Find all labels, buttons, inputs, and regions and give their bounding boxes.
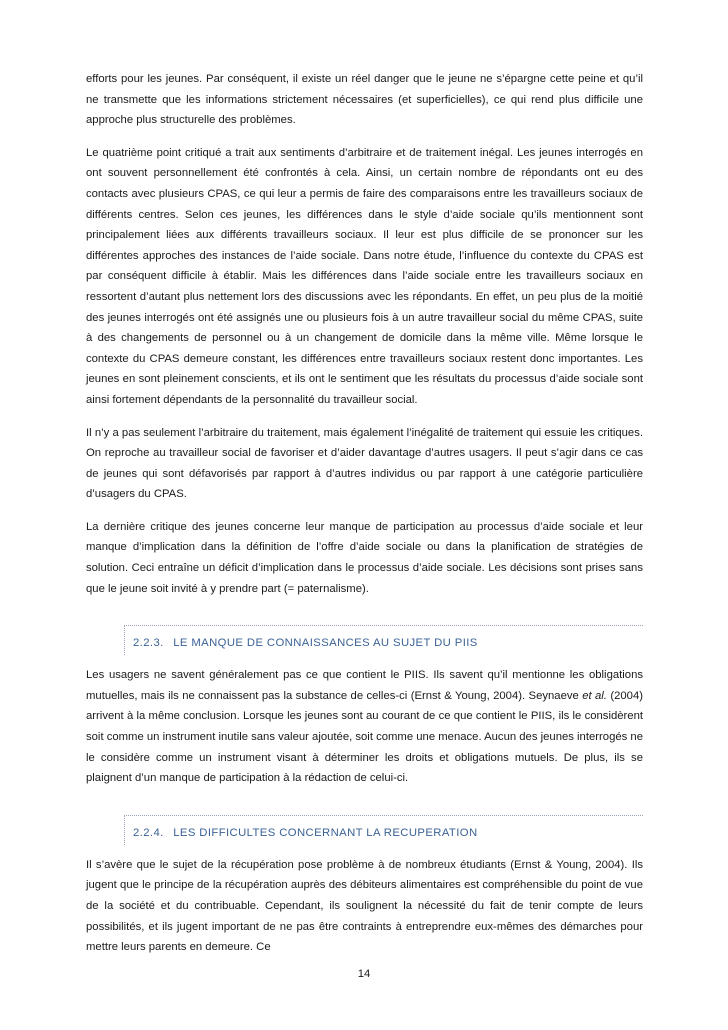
- section-title: LES DIFFICULTES CONCERNANT LA RECUPERATION: [173, 826, 478, 839]
- section-number: 2.2.3.: [133, 637, 164, 650]
- section-heading-224: [124, 815, 643, 845]
- paragraph: efforts pour les jeunes. Par conséquent, il existe un réel danger que le jeune ne s’épargne cette peine et qu’il ne transmette que les informations strictement nécessaires (et superficielles), ce qui rend plus difficile une approche plus structurelle des problèmes.: [86, 73, 643, 127]
- paragraph: Il s’avère que le sujet de la récupération pose problème à de nombreux étudiants (Ernst & Young, 2004). Ils jugent que le principe de la récupération auprès des débiteurs alimentaires est compréhensible du point de vue de la société et du contribuable. Cependant, ils soulignent la nécessité du fait de tenir compte de leurs possibilités, et ils jugent important de ne pas être contraints à entreprendre eux-mêmes des démarches pour mettre leurs parents en demeure. Ce: [86, 858, 643, 954]
- paragraph: Les usagers ne savent généralement pas ce que contient le PIIS. Ils savent qu’il mentionne les obligations mutuelles, mais ils ne connaissent pas la substance de celles-ci (Ernst & Young, 2004). Seynaeve et al. (2004) arrivent à la même conclusion. Lorsque les jeunes sont au courant de ce que contient le PIIS, ils le considèrent soit comme un instrument inutile sans valeur ajoutée, soit comme une menace. Aucun des jeunes interrogés ne le considère comme un instrument visant à déterminer les droits et obligations mutuels. De plus, ils se plaignent d’un manque de participation à la rédaction de celui-ci.: [86, 669, 643, 785]
- paragraph: Il n’y a pas seulement l’arbitraire du traitement, mais également l’inégalité de traitement qui essuie les critiques. On reproche au travailleur social de favoriser et d’aider davantage d’autres usagers. Il peut s’agir dans ce cas de jeunes qui sont défavorisés par rapport à d’autres individus ou par rapport à une catégorie particulière d’usagers du CPAS.: [86, 426, 643, 501]
- paragraph: La dernière critique des jeunes concerne leur manque de participation au processus d’aide sociale et leur manque d’implication dans la définition de l’offre d’aide sociale ou dans la planification de stratégies de solution. Ceci entraîne un déficit d’implication dans le processus d’aide sociale. Les décisions sont prises sans que le jeune soit invité à y prendre part (= paternalisme).: [86, 520, 643, 595]
- page-number: 14: [357, 968, 371, 980]
- page-body: [86, 69, 643, 958]
- paragraph: Le quatrième point critiqué a trait aux sentiments d’arbitraire et de traitement inégal. Les jeunes interrogés en ont souvent personnellement été confrontés à cela. Ainsi, un certain nombre de répondants ont eu des contacts avec plusieurs CPAS, ce qui leur a permis de faire des comparaisons entre les travailleurs sociaux de différents centres. Selon ces jeunes, les différences dans le style d’aide sociale qu’ils mentionnent sont principalement liées aux différents travailleurs sociaux. Il leur est plus difficile de se prononcer sur les différentes approches des instances de l’aide sociale. Dans notre étude, l’influence du contexte du CPAS est par conséquent difficile à établir. Mais les différences dans l’aide sociale entre les travailleurs sociaux en ressortent d’autant plus nettement lors des discussions avec les répondants. En effet, un peu plus de la moitié des jeunes interrogés ont été assignés une ou plusieurs fois à un autre travailleur social du même CPAS, suite à des changements de personnel ou à un changement de domicile dans la même ville. Même lorsque le contexte du CPAS demeure constant, les différences entre travailleurs sociaux restent donc importantes. Les jeunes en sont pleinement conscients, et ils ont le sentiment que les résultats du processus d’aide sociale sont ainsi fortement dépendants de la personnalité du travailleur social.: [86, 146, 643, 406]
- section-number: 2.2.4.: [133, 826, 164, 839]
- section-title: LE MANQUE DE CONNAISSANCES AU SUJET DU PIIS: [173, 637, 478, 650]
- italic-text: et al.: [582, 689, 607, 702]
- section-heading-223: [124, 625, 643, 655]
